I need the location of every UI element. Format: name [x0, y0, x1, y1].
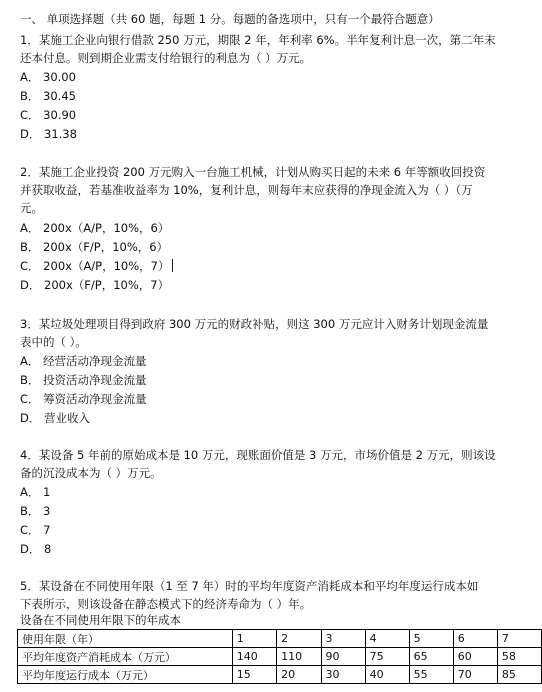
- table-cell: 90: [321, 648, 365, 666]
- question-1-line-1: 1．某施工企业向银行借款 250 万元，期限 2 年，年利率 6%。半年复利计息一次，第二年末: [20, 33, 496, 47]
- question-3-option-b: B． 投资活动净现金流量: [20, 373, 147, 387]
- table-year-cell: 3: [321, 630, 365, 648]
- question-2-line-3: 元。: [20, 201, 43, 215]
- question-4-line-1: 4．某设备 5 年前的原始成本是 10 万元，现账面价值是 3 万元，市场价值是 2 万元，则该设: [20, 448, 496, 462]
- question-1-option-a: A． 30.00: [20, 70, 76, 84]
- question-2-option-b: B． 200x（F/P，10%，6）: [20, 240, 169, 254]
- question-5-line-1: 5．某设备在不同使用年限（1 至 7 年）时的平均年度资产消耗成本和平均年度运行成本如: [20, 579, 479, 593]
- question-3-option-c: C． 筹资活动净现金流量: [20, 392, 147, 406]
- question-2-option-d: D． 200x（F/P，10%，7）: [20, 278, 170, 292]
- question-4-option-a: A． 1: [20, 485, 51, 499]
- table-year-cell: 1: [232, 630, 276, 648]
- table-cell: 65: [409, 648, 453, 666]
- table-cell: 20: [277, 666, 321, 684]
- annual-cost-table: [17, 629, 542, 684]
- question-1-line-2: 还本付息。则到期企业需支付给银行的利息为（ ）万元。: [20, 51, 312, 65]
- table-year-cell: 5: [409, 630, 453, 648]
- question-1-option-b: B． 30.45: [20, 89, 76, 103]
- question-2-option-c: [20, 258, 173, 274]
- question-2-option-c-text: C． 200x（A/P，10%，7）: [20, 259, 170, 273]
- question-2-line-2: 并获取收益，若基准收益率为 10%，复利计息，则每年末应获得的净现金流入为（ ）（万: [20, 183, 473, 197]
- table-cell: 110: [277, 648, 321, 666]
- question-4-option-d: D． 8: [20, 542, 52, 556]
- table-cell: 60: [453, 648, 497, 666]
- question-3-line-1: 3．某垃圾处理项目得到政府 300 万元的财政补贴，则这 300 万元应计入财务计划现金流量: [20, 317, 489, 331]
- table-header-cell: 使用年限（年）: [18, 630, 233, 648]
- table-year-cell: 6: [453, 630, 497, 648]
- question-5-line-2: 下表所示，则该设备在静态模式下的经济寿命为（ ）年。: [20, 597, 312, 611]
- table-year-cell: 7: [497, 630, 541, 648]
- table-cell: 58: [497, 648, 541, 666]
- table-cell: 40: [365, 666, 409, 684]
- table-caption: 设备在不同使用年限下的年成本: [20, 613, 181, 627]
- text-cursor: [172, 259, 173, 272]
- table-row: [18, 666, 542, 684]
- table-cell: 75: [365, 648, 409, 666]
- question-3-option-d: D． 营业收入: [20, 411, 91, 425]
- question-4-line-2: 备的沉没成本为（ ）万元。: [20, 466, 162, 480]
- question-1-option-d: D． 31.38: [20, 127, 77, 141]
- section-header: 一、 单项选择题（共 60 题，每题 1 分。每题的备选项中，只有一个最符合题意）: [20, 12, 440, 26]
- table-cell: 70: [453, 666, 497, 684]
- question-3-line-2: 表中的（ ）。: [20, 335, 87, 349]
- question-2-line-1: 2．某施工企业投资 200 万元购入一台施工机械，计划从购买日起的未来 6 年等额收回投资: [20, 165, 486, 179]
- question-4-option-b: B． 3: [20, 504, 51, 518]
- table-row-label: 平均年度运行成本（万元）: [18, 666, 233, 684]
- table-cell: 55: [409, 666, 453, 684]
- question-3-option-a: A． 经营活动净现金流量: [20, 354, 147, 368]
- table-cell: 30: [321, 666, 365, 684]
- table-cell: 140: [232, 648, 276, 666]
- table-year-cell: 2: [277, 630, 321, 648]
- table-cell: 85: [497, 666, 541, 684]
- table-year-cell: 4: [365, 630, 409, 648]
- question-1-option-c: C． 30.90: [20, 108, 77, 122]
- table-cell: 15: [232, 666, 276, 684]
- question-4-option-c: C． 7: [20, 523, 51, 537]
- question-2-option-a: A． 200x（A/P，10%，6）: [20, 221, 170, 235]
- table-row: [18, 648, 542, 666]
- table-row-label: 平均年度资产消耗成本（万元）: [18, 648, 233, 666]
- table-row: [18, 630, 542, 648]
